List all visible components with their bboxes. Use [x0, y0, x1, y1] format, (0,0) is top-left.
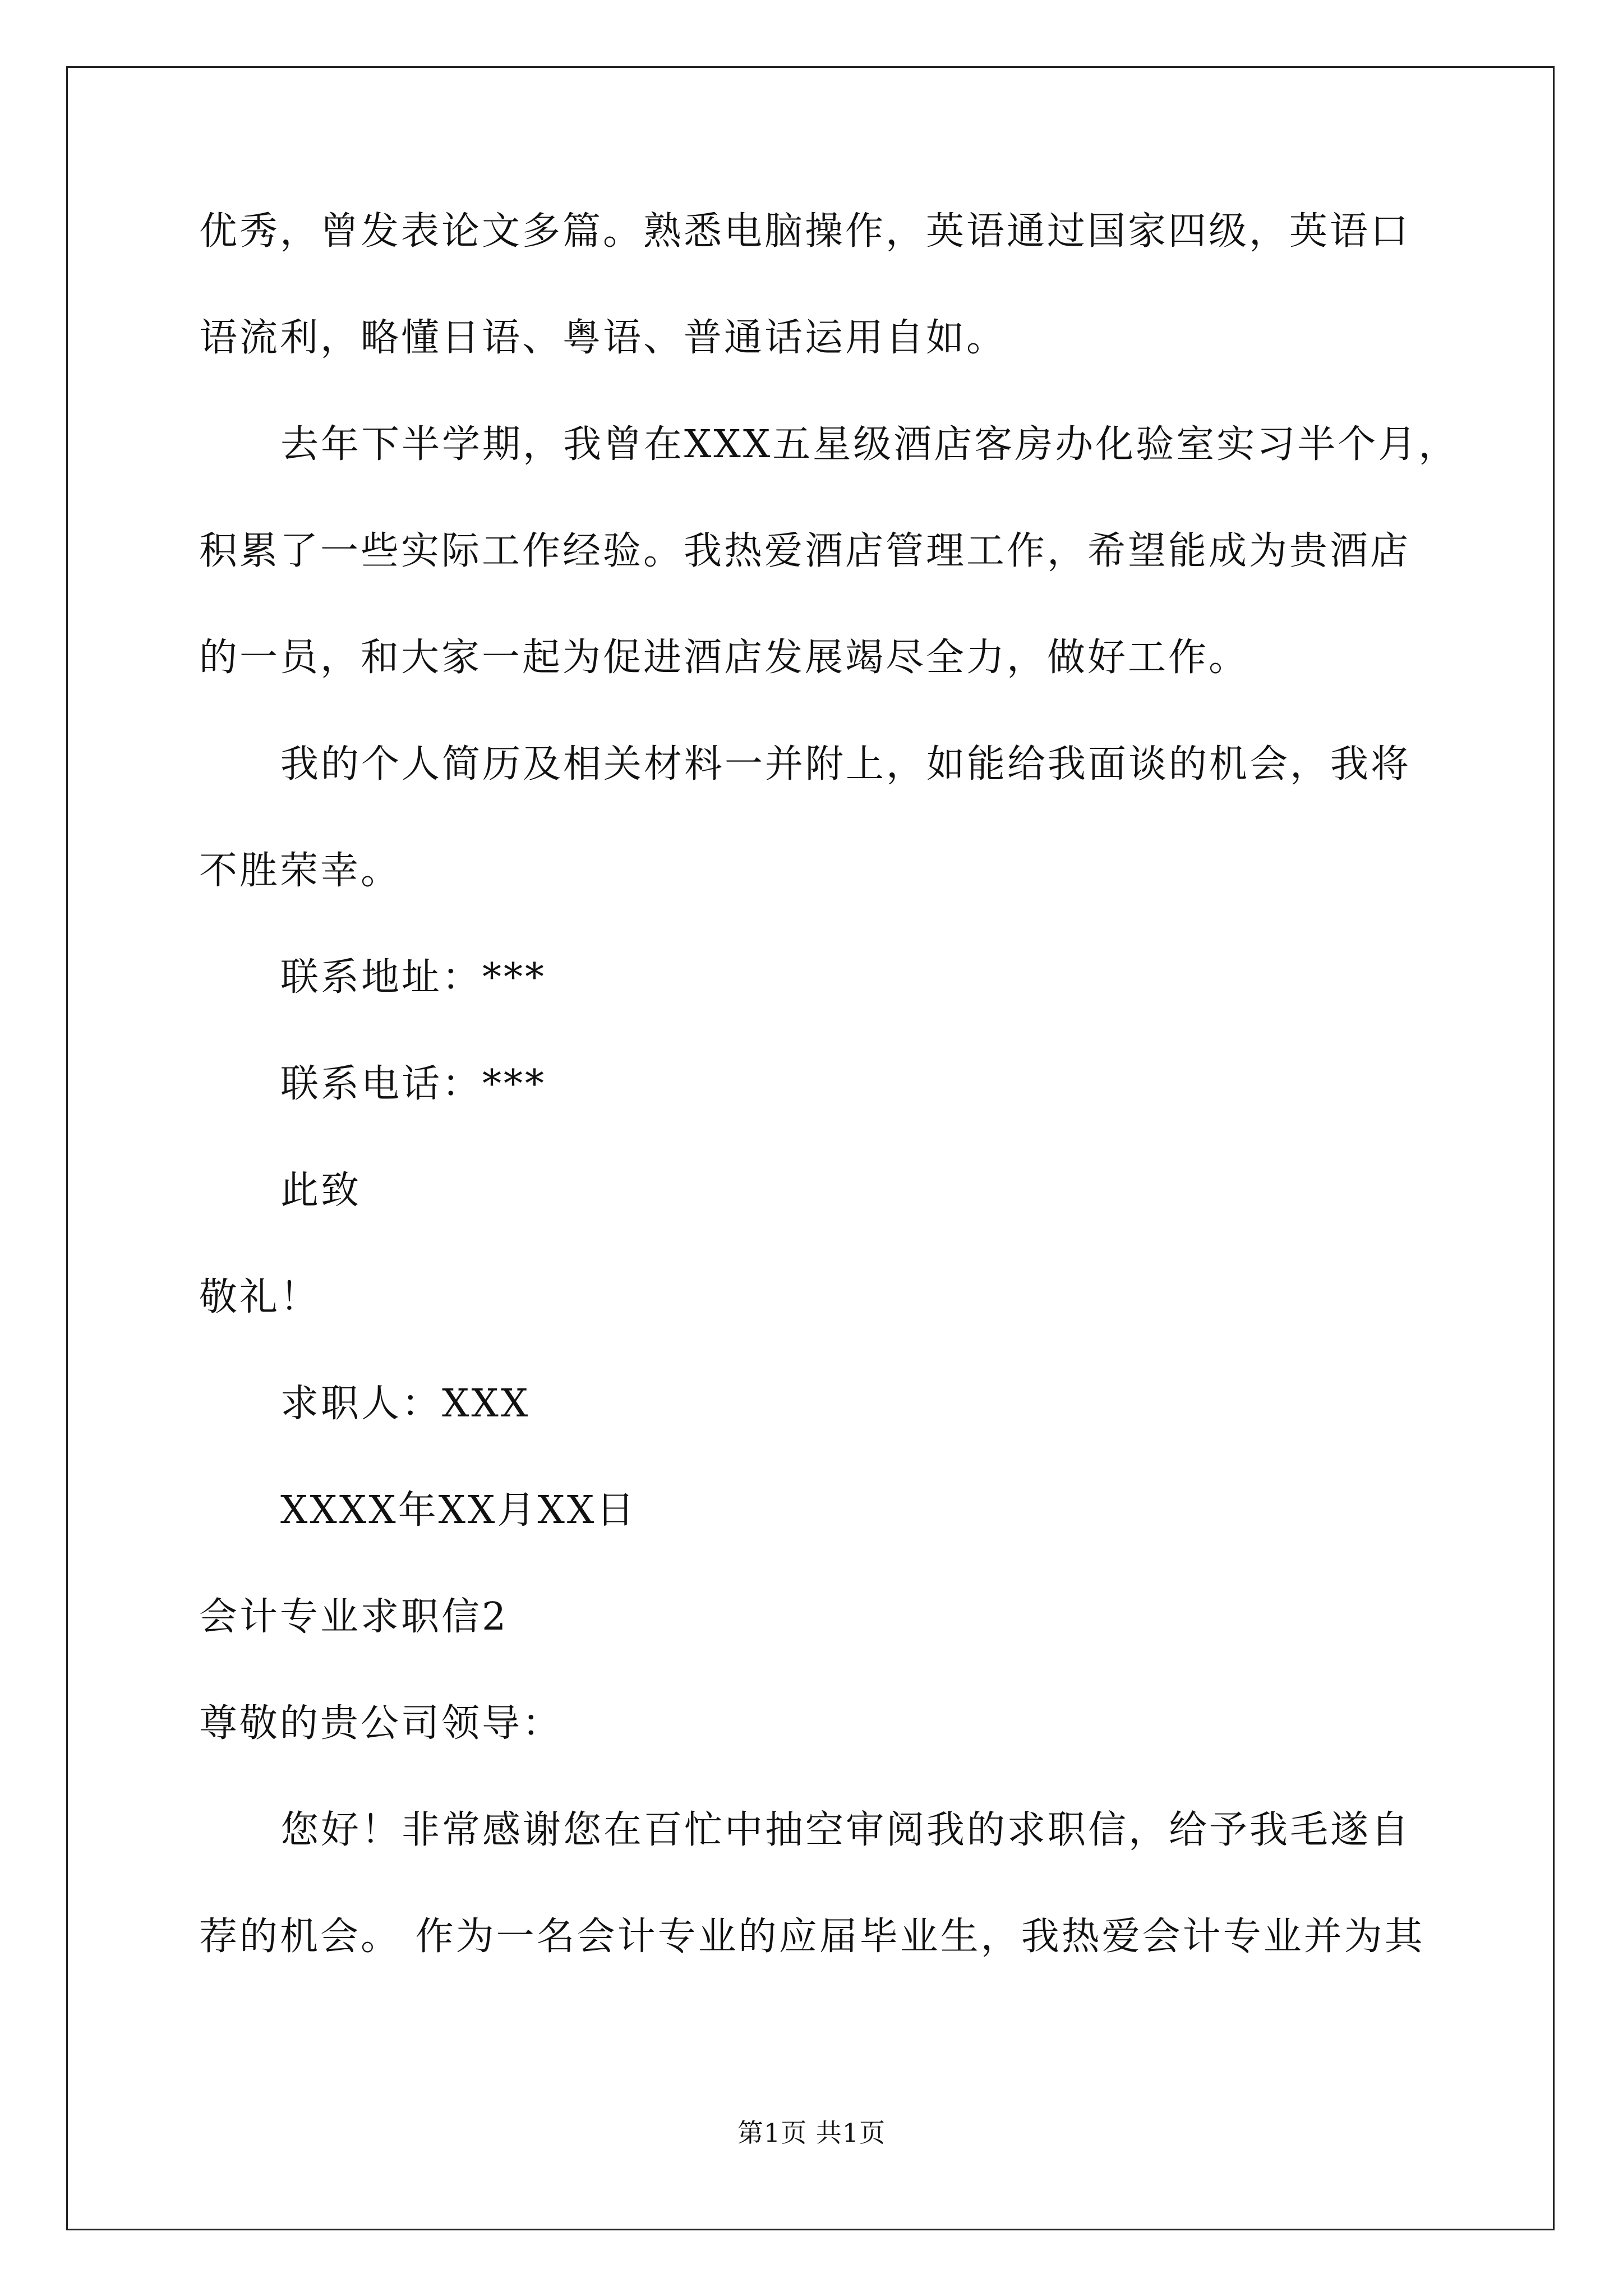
- greeting: 尊敬的贵公司领导：: [199, 1701, 563, 1746]
- text-line-16: 您好！非常感谢您在百忙中抽空审阅我的求职信，给予我毛遂自: [280, 1808, 1412, 1852]
- letter-date: XXXX年XX月XX日: [280, 1488, 637, 1533]
- text-line-2: 语流利，略懂日语、粤语、普通话运用自如。: [199, 316, 1007, 360]
- applicant-name: 求职人：XXX: [280, 1382, 531, 1426]
- text-line-5: 的一员，和大家一起为促进酒店发展竭尽全力，做好工作。: [199, 636, 1249, 680]
- closing-salutation: 此致: [280, 1168, 362, 1213]
- text-line-17: 荐的机会。 作为一名会计专业的应届毕业生，我热爱会计专业并为其: [199, 1915, 1425, 1959]
- text-line-3: 去年下半学期，我曾在XXX五星级酒店客房办化验室实习半个月，: [280, 422, 1459, 467]
- text-line-7: 不胜荣幸。: [199, 849, 402, 893]
- section-title: 会计专业求职信2: [199, 1595, 509, 1639]
- page-frame: [66, 66, 1555, 2230]
- contact-address: 联系地址：***: [280, 955, 547, 1000]
- closing-regards: 敬礼！: [199, 1275, 321, 1319]
- page-footer: 第1页 共1页: [737, 2118, 886, 2148]
- text-line-1: 优秀，曾发表论文多篇。熟悉电脑操作，英语通过国家四级，英语口: [199, 209, 1411, 254]
- text-line-6: 我的个人简历及相关材料一并附上，如能给我面谈的机会，我将: [280, 742, 1412, 786]
- contact-phone: 联系电话：***: [280, 1062, 547, 1106]
- text-line-4: 积累了一些实际工作经验。我热爱酒店管理工作，希望能成为贵酒店: [199, 529, 1411, 573]
